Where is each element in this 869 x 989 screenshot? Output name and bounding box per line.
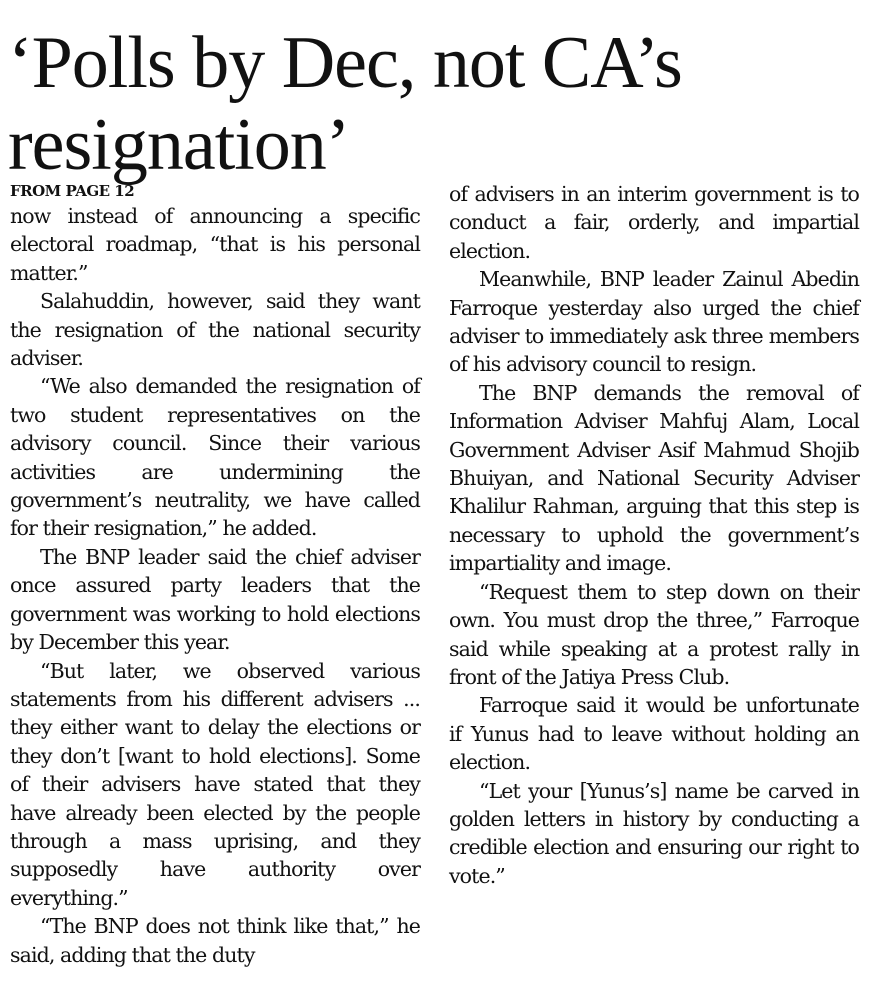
article-column-left	[10, 180, 420, 969]
paragraph: now instead of announcing a specific electoral roadmap, “that is his personal matter.”	[10, 204, 420, 285]
paragraph: Salahuddin, however, said they want the resignation of the national security adviser.	[10, 289, 420, 371]
paragraph: “We also demanded the resignation of two student representatives on the advisory council. Since their various activities are undermining the government’s neutrality, we have called for their resignation,” he added.	[10, 374, 420, 541]
continuation-kicker: FROM PAGE 12	[10, 182, 135, 200]
paragraph: The BNP demands the removal of Information Adviser Mahfuj Alam, Local Government Adviser Asif Mahmud Shojib Bhuiyan, and National Security Adviser Khalilur Rahman, arguing that this step is necessary to uphold the government’s impartiality and image.	[449, 380, 859, 576]
paragraph: Farroque said it would be unfortunate if Yunus had to leave without holding an election.	[449, 693, 859, 775]
paragraph: The BNP leader said the chief adviser once assured party leaders that the government was working to hold elections by December this year.	[10, 544, 420, 655]
paragraph: “Let your [Yunus’s] name be carved in golden letters in history by conducting a credible election and ensuring our right to vote.”	[449, 778, 859, 888]
paragraph: “Request them to step down on their own. You must drop the three,” Farroque said while speaking at a protest rally in front of the Jatiya Press Club.	[449, 579, 859, 689]
headline: ‘Polls by Dec, not CA’s resignation’	[8, 22, 682, 186]
paragraph: of advisers in an interim government is to conduct a fair, orderly, and impartial election.	[449, 182, 859, 263]
paragraph: Meanwhile, BNP leader Zainul Abedin Farroque yesterday also urged the chief adviser to immediately ask three members of his advisory council to resign.	[449, 267, 859, 377]
article-column-right	[449, 180, 859, 890]
paragraph: “The BNP does not think like that,” he said, adding that the duty	[10, 914, 420, 967]
paragraph: “But later, we observed various statements from his different advisers ... they either want to delay the elections or they don’t [want to hold elections]. Some of their advisers have stated that they have already been elected by the people through a mass uprising, and they supposedly have authority over everything.”	[10, 658, 420, 910]
